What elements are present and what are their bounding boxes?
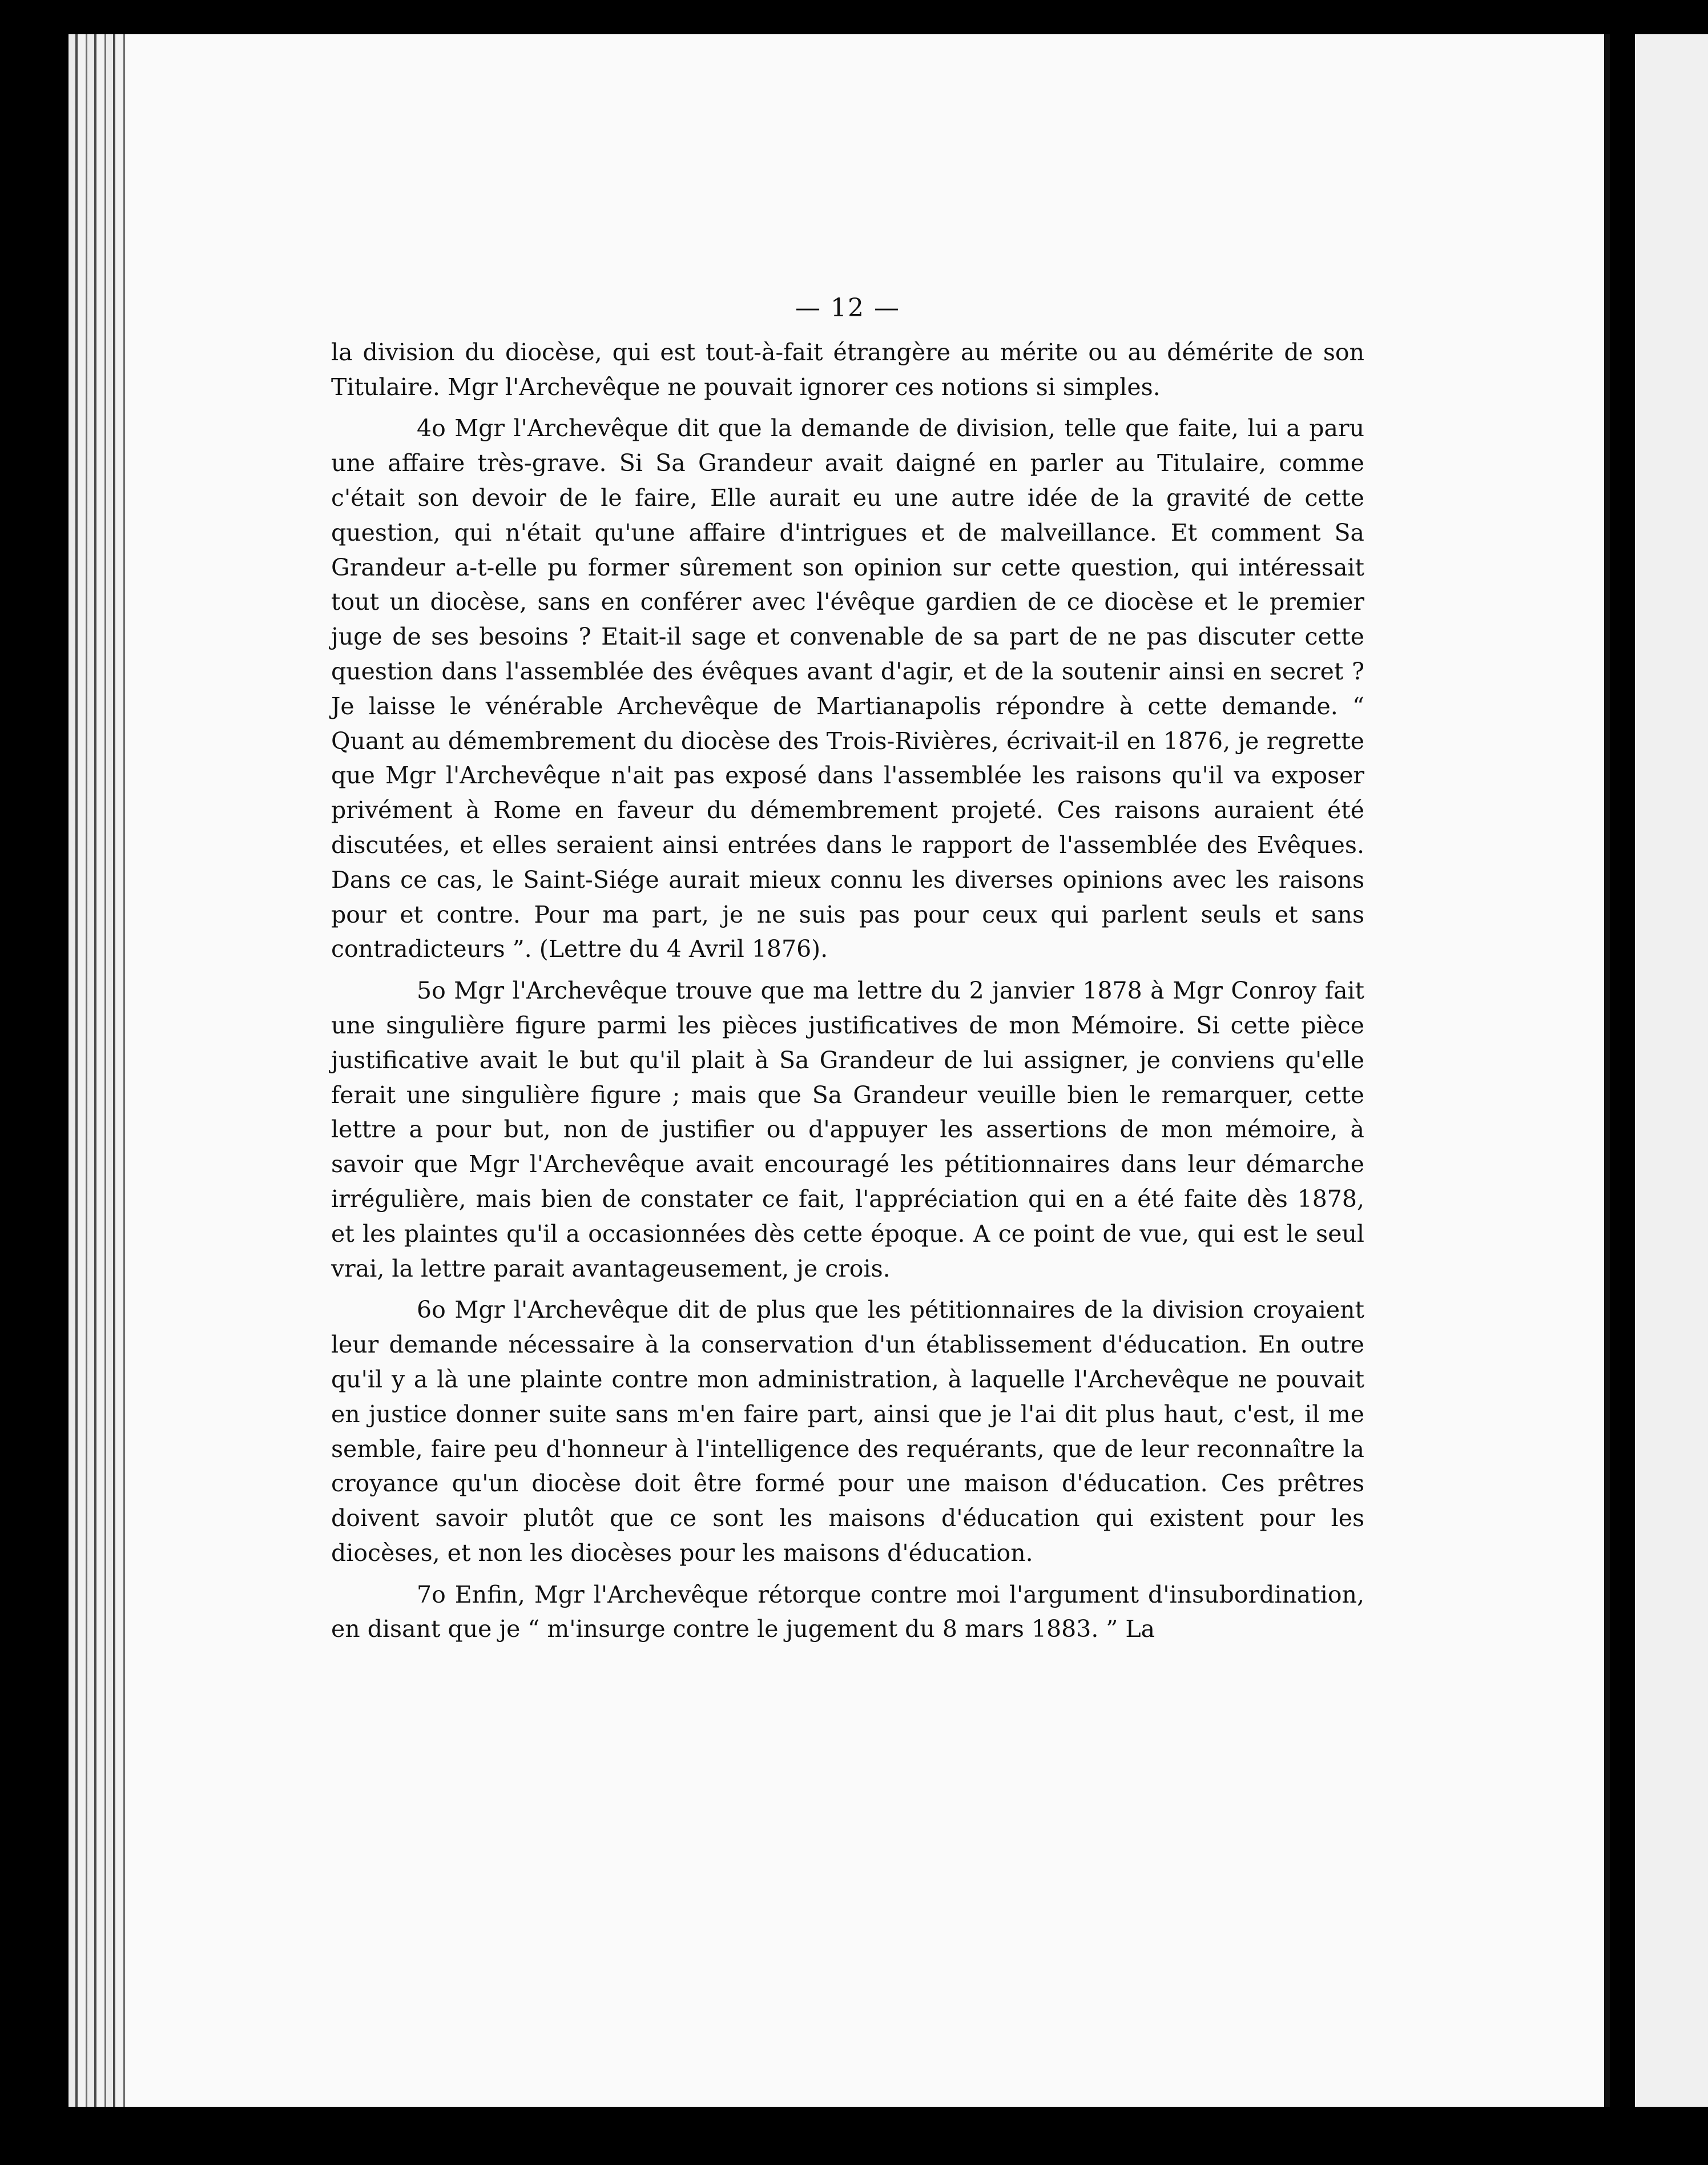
paragraph-point-6: 6o Mgr l'Archevêque dit de plus que les pétitionnaires de la division croyaient leur demande nécessaire à la conservation d'un établissement d'éducation. En outre qu'il y a là une plainte contre mon administration, à laquelle l'Archevêque ne pouvait en justice donner suite sans m'en faire part, ainsi que je l'ai dit plus haut, c'est, il me semble, faire peu d'honneur à l'intelligence des requérants, que de leur reconnaître la croyance qu'un diocèse doit être formé pour une maison d'éducation. Ces prêtres doivent savoir plutôt que ce sont les maisons d'éducation qui existent pour les diocèses, et non les diocèses pour les maisons d'éducation. (331, 1296, 1364, 1567)
paragraph-point-7: 7o Enfin, Mgr l'Archevêque rétorque contre moi l'argument d'insubordination, en disant que je “ m'insurge contre le jugement du 8 mars 1883. ” La (331, 1580, 1364, 1643)
page-number: — 12 — (795, 293, 900, 323)
page-text-block (331, 291, 1364, 1653)
paragraph-point-4: 4o Mgr l'Archevêque dit que la demande de division, telle que faite, lui a paru une affaire très-grave. Si Sa Grandeur avait daigné en parler au Titulaire, comme c'était son devoir de le faire, Elle aurait eu une autre idée de la gravité de cette question, qui n'était qu'une affaire d'intrigues et de malveillance. Et comment Sa Grandeur a-t-elle pu former sûrement son opinion sur cette question, qui intéressait tout un diocèse, sans en conférer avec l'évêque gardien de ce diocèse et le premier juge de ses besoins ? Etait-il sage et convenable de sa part de ne pas discuter cette question dans l'assemblée des évêques avant d'agir, et de la soutenir ainsi en secret ? Je laisse le vénérable Archevêque de Martianapolis répondre à cette demande. “ Quant au démembrement du diocèse des Trois-Rivières, écrivait-il en 1876, je regrette que Mgr l'Archevêque n'ait pas exposé dans l'assemblée les raisons qu'il va exposer privément à Rome en faveur du démembrement projeté. Ces raisons auraient été discutées, et elles seraient ainsi entrées dans le rapport de l'assemblée des Evêques. Dans ce cas, le Saint-Siége aurait mieux connu les diverses opinions avec les raisons pour et contre. Pour ma part, je ne suis pas pour ceux qui parlent seuls et sans contradicteurs ”. (Lettre du 4 Avril 1876). (331, 415, 1364, 963)
paragraph-point-5: 5o Mgr l'Archevêque trouve que ma lettre du 2 janvier 1878 à Mgr Conroy fait une singulière figure parmi les pièces justificatives de mon Mémoire. Si cette pièce justificative avait le but qu'il plait à Sa Grandeur de lui assigner, je conviens qu'elle ferait une singulière figure ; mais que Sa Grandeur veuille bien le remarquer, cette lettre a pour but, non de justifier ou d'appuyer les assertions de mon mémoire, à savoir que Mgr l'Archevêque avait encouragé les pétitionnaires dans leur démarche irrégulière, mais bien de constater ce fait, l'appréciation qui en a été faite dès 1878, et les plaintes qu'il a occasionnées dès cette époque. A ce point de vue, qui est le seul vrai, la lettre parait avantageusement, je crois. (331, 977, 1364, 1282)
paragraph-continuation: la division du diocèse, qui est tout-à-fait étrangère au mérite ou au démérite de son Titulaire. Mgr l'Archevêque ne pouvait ignorer ces notions si simples. (331, 338, 1364, 401)
page-edge-strips (69, 34, 126, 2107)
facing-page-edge (1627, 34, 1708, 2107)
